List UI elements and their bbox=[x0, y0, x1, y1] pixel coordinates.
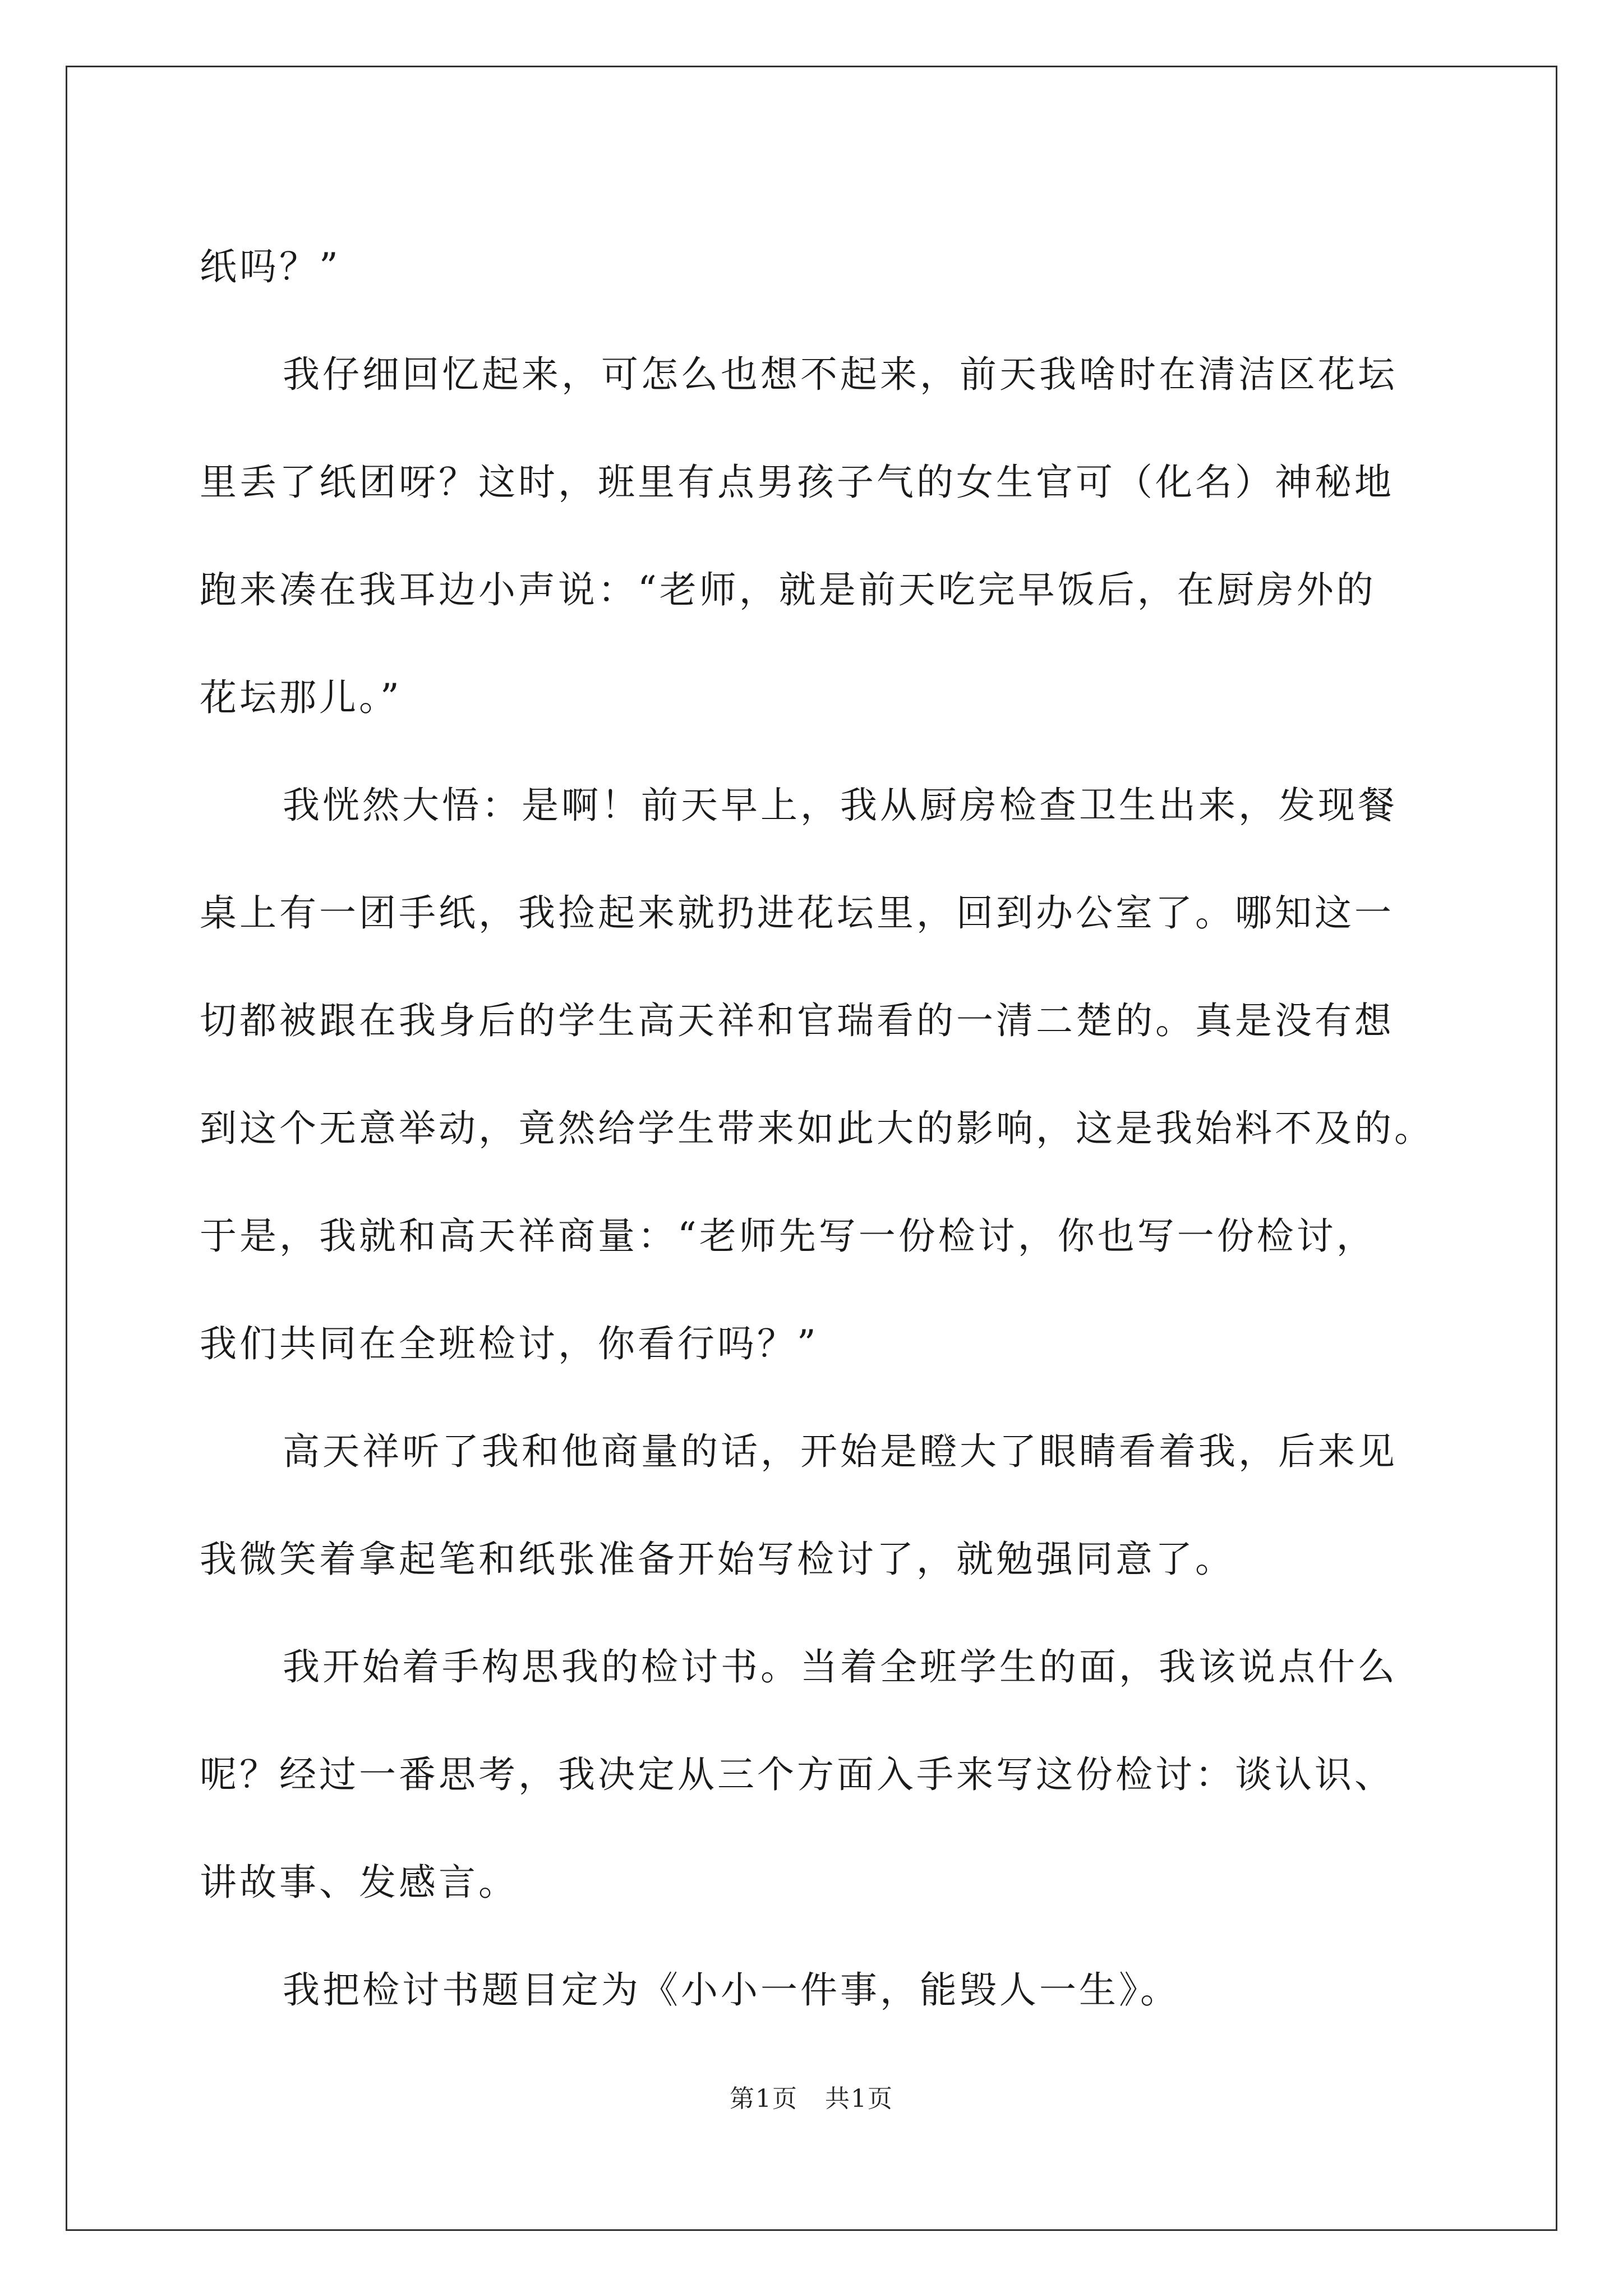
text-line: 里丢了纸团呀？这时，班里有点男孩子气的女生官可（化名）神秘地 bbox=[200, 461, 1394, 504]
text-line: 我微笑着拿起笔和纸张准备开始写检讨了，就勉强同意了。 bbox=[200, 1538, 1235, 1581]
text-line: 我仔细回忆起来，可怎么也想不起来，前天我啥时在清洁区花坛 bbox=[283, 353, 1398, 396]
page-total: 共1页 bbox=[825, 2085, 893, 2113]
text-line: 呢？经过一番思考，我决定从三个方面入手来写这份检讨：谈认识、 bbox=[200, 1753, 1394, 1796]
text-line: 高天祥听了我和他商量的话，开始是瞪大了眼睛看着我，后来见 bbox=[283, 1430, 1398, 1473]
text-line: 切都被跟在我身后的学生高天祥和官瑞看的一清二楚的。真是没有想 bbox=[200, 999, 1394, 1042]
text-line: 桌上有一团手纸，我捡起来就扔进花坛里，回到办公室了。哪知这一 bbox=[200, 891, 1394, 935]
text-line: 到这个无意举动，竟然给学生带来如此大的影响，这是我始料不及的。 bbox=[200, 1107, 1434, 1150]
text-line: 我把检讨书题目定为《小小一件事，能毁人一生》。 bbox=[283, 1968, 1180, 2012]
text-line: 于是，我就和高天祥商量：“老师先写一份检讨，你也写一份检讨， bbox=[200, 1214, 1376, 1258]
text-line: 跑来凑在我耳边小声说：“老师，就是前天吃完早饭后，在厨房外的 bbox=[200, 568, 1376, 611]
text-line: 纸吗？” bbox=[200, 245, 341, 288]
text-line: 我恍然大悟：是啊！前天早上，我从厨房检查卫生出来，发现餐 bbox=[283, 784, 1398, 827]
text-line: 我们共同在全班检讨，你看行吗？” bbox=[200, 1322, 819, 1365]
text-line: 我开始着手构思我的检讨书。当着全班学生的面，我该说点什么 bbox=[283, 1645, 1398, 1688]
text-line: 讲故事、发感言。 bbox=[200, 1861, 518, 1904]
page-footer bbox=[0, 2082, 1623, 2116]
text-line: 花坛那儿。” bbox=[200, 676, 402, 719]
document-body bbox=[200, 213, 1439, 2044]
page-number: 第1页 bbox=[730, 2085, 798, 2113]
